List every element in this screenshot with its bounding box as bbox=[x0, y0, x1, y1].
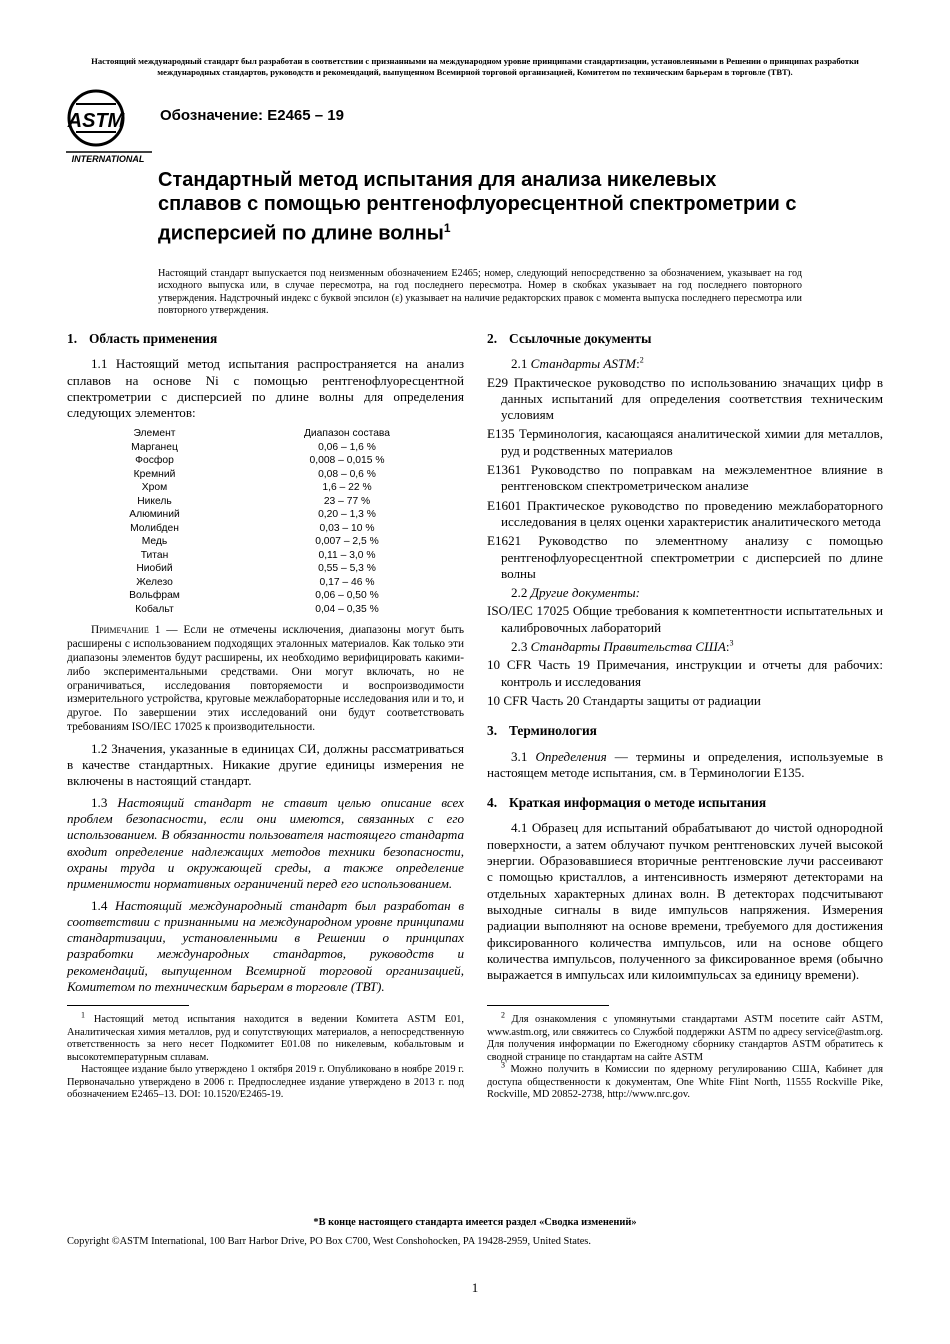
para-1-3-text: Настоящий стандарт не ставит целью описание всех проблем безопасности, если они имеются, связанных с его использованием. В обязанности пользователя настоящего стандарта входит определение надлежащих методов техники безопасности, охраны труда и окружающей среды, а также определение применимости нормативных ограничений перед его использованием. bbox=[67, 794, 464, 892]
para-1-4-text: Настоящий международный стандарт был разработан в соответствии с признанными на международном уровне принципами стандартизации, установленными в Решении о принципах разработки международных стандартов, руководств и рекомендаций, выпущенном Всемирной торговой организацией, Комитетом по техническим барьерам в торговле (ТВТ). bbox=[67, 897, 465, 995]
title-text: Стандартный метод испытания для анализа никелевых сплавов с помощью рентгенофлуоресцентной спектрометрии с дисперсией по длине волны bbox=[158, 169, 797, 245]
para-3-1 bbox=[487, 749, 883, 782]
composition-table bbox=[67, 427, 452, 616]
footnote-3-mark: 3 bbox=[501, 1060, 505, 1070]
copyright: Copyright ©ASTM International, 100 Barr Harbor Drive, PO Box C700, West Conshohocken, PA 19428-2959, United States. bbox=[67, 1236, 591, 1247]
subsection-2-2 bbox=[511, 585, 883, 601]
table-cell-range: 0,008 – 0,015 % bbox=[309, 455, 385, 467]
table-row bbox=[67, 454, 452, 468]
table-cell-element: Фосфор bbox=[135, 455, 174, 467]
table-cell-element: Алюминий bbox=[129, 509, 180, 521]
table-cell-range: 0,17 – 46 % bbox=[319, 576, 375, 588]
table-cell-range: 0,06 – 0,50 % bbox=[315, 590, 379, 602]
subsection-2-2-title: Другие документы: bbox=[530, 585, 641, 601]
footnote-divider bbox=[67, 1005, 189, 1006]
intro-paragraph: Настоящий стандарт выпускается под неизменным обозначением E2465; номер, следующий непосредственно за обозначением, указывает на год исходного выпуска или, в случае пересмотра, на год последнего пересмотра. Номер в скобках указывает на год последнего повторного утверждения. Надстрочный индекс с буквой эпсилон (ε) указывает на наличие редакторских правок с момента выпуска последнего пересмотра или повторного утверждения. bbox=[158, 268, 802, 317]
footnote-2 bbox=[487, 1010, 883, 1064]
table-cell-element: Титан bbox=[140, 549, 169, 561]
table-row bbox=[67, 481, 452, 495]
reference-item: 10 CFR Часть 19 Примечания, инструкции и отчеты для рабочих: контроль и исследования bbox=[487, 657, 883, 689]
reference-item: E1621 Руководство по элементному анализу с помощью рентгенофлуоресцентной спектрометрии с дисперсией по длине волны bbox=[487, 533, 883, 581]
table-cell-range: 0,08 – 0,6 % bbox=[318, 468, 376, 480]
subsection-2-1: 2.1 Стандарты ASTM:$^2$ bbox=[511, 355, 644, 372]
para-1-3-number: 1.3 bbox=[91, 794, 118, 810]
table-cell-element: Кремний bbox=[133, 468, 176, 480]
para-1-3 bbox=[67, 795, 464, 893]
table-cell-range: 0,11 – 3,0 % bbox=[318, 549, 376, 561]
top-notice: Настоящий международный стандарт был разработан в соответствии с признанными на международном уровне принципами стандартизации, установленными в Решении о принципах разработки международных стандартов, руководств и рекомендаций, выпущенном Всемирной торговой организацией, Комитетом по техническим барьерам в торговле (ТВТ). bbox=[91, 56, 859, 77]
section-2-number: 2. bbox=[487, 331, 498, 346]
table-cell-range: 0,04 – 0,35 % bbox=[315, 603, 379, 615]
subsection-2-3-number: 2.3 bbox=[511, 639, 531, 655]
right-column bbox=[487, 331, 883, 1102]
table-header-range: Диапазон состава bbox=[303, 428, 391, 440]
para-4-1: 4.1 Образец для испытаний обрабатывают до чистой однородной поверхности, а затем облучают пучком рентгеновских лучей высокой энергии. Образовавшиеся вторичные рентгеновские лучи рассеивают с помощью кристаллов, а интенсивность измеряют детекторами на отдельных характерных длинах волн. В детекторах подсчитывают выходные сигналы в виде импульсов напряжения. Измерения радиации выполняют на основе времени, требуемого для достижения фиксированного количества импульсов, или на основе общего количества импульсов, полученного за фиксированное время (обычно выражается в импульсах или килоимпульсах за единицу времени). bbox=[487, 820, 883, 983]
reference-item: E29 Практическое руководство по использованию значащих цифр в данных испытаний для определения соответствия техническим условиям bbox=[487, 374, 883, 423]
section-3-heading bbox=[487, 723, 883, 739]
footnote-3-text: Можно получить в Комиссии по ядерному регулированию США, Кабинет для доступа общественности к документам, One White Flint North, 11555 Rockville Pike, Rockville, MD 20852-2738, http://www.nrc.gov. bbox=[487, 1064, 883, 1101]
para-1-1: 1.1 Настоящий метод испытания распространяется на анализ сплавов на основе Ni с помощью рентгенофлуоресцентной спектрометрии с дисперсией по длине волны для определения следующих элементов: bbox=[67, 356, 464, 421]
footnote-1 bbox=[67, 1010, 464, 1064]
left-column bbox=[67, 331, 464, 1102]
subsection-2-1-title: Стандарты ASTM bbox=[530, 356, 637, 372]
section-2-heading bbox=[487, 331, 883, 347]
para-1-2: 1.2 Значения, указанные в единицах СИ, должны рассматриваться в качестве стандартных. Никакие другие единицы измерения не включены в настоящий стандарт. bbox=[67, 740, 464, 789]
table-cell-element: Никель bbox=[137, 495, 172, 507]
para-3-1-term: Определения bbox=[535, 748, 607, 764]
table-cell-element: Хром bbox=[141, 482, 168, 494]
table-row bbox=[67, 441, 452, 455]
reference-item: ISO/IEC 17025 Общие требования к компетентности испытательных и калибровочных лабораторий bbox=[487, 603, 883, 635]
footnote-1-approval: Настоящее издание было утверждено 1 октября 2019 г. Опубликовано в ноябре 2019 г. Первоначально утверждено в 2006 г. Предпоследнее издание утверждено в 2013 г. под обозначением E2465–13. DOI: 10.1520/E2465-19. bbox=[67, 1064, 464, 1101]
table-row bbox=[67, 576, 452, 590]
section-4-number: 4. bbox=[487, 795, 498, 811]
section-2-title: Ссылочные документы bbox=[509, 331, 652, 346]
footnote-3 bbox=[487, 1060, 883, 1102]
table-cell-element: Железо bbox=[136, 576, 173, 588]
section-4-heading bbox=[487, 795, 883, 811]
table-cell-element: Медь bbox=[141, 536, 168, 548]
subsection-2-2-number: 2.2 bbox=[511, 585, 531, 601]
table-row bbox=[67, 589, 452, 603]
section-4-title: Краткая информация о методе испытания bbox=[509, 795, 767, 811]
reference-item: E1361 Руководство по поправкам на межэлементное влияние в рентгеновском спектрометрическом анализе bbox=[487, 462, 883, 494]
table-row bbox=[67, 508, 452, 522]
reference-item: 10 CFR Часть 20 Стандарты защиты от радиации bbox=[487, 692, 761, 708]
footnote-1-mark: 1 bbox=[81, 1010, 85, 1020]
section-1-heading bbox=[67, 331, 464, 347]
table-cell-range: 0,20 – 1,3 % bbox=[318, 509, 376, 521]
designation: Обозначение: E2465 – 19 bbox=[160, 107, 344, 124]
para-1-4 bbox=[67, 898, 464, 996]
table-cell-element: Марганец bbox=[131, 441, 178, 453]
section-1-title: Область применения bbox=[89, 331, 218, 346]
table-row bbox=[67, 495, 452, 509]
subsection-2-3-mark: 3 bbox=[729, 638, 734, 648]
table-cell-range: 23 – 77 % bbox=[323, 495, 371, 507]
section-3-title: Терминология bbox=[509, 723, 597, 739]
para-1-4-number: 1.4 bbox=[91, 897, 116, 913]
section-3-number: 3. bbox=[487, 723, 498, 739]
note-1 bbox=[67, 624, 464, 734]
table-header-row bbox=[67, 427, 452, 441]
table-cell-element: Вольфрам bbox=[129, 590, 180, 602]
table-cell-range: 0,55 – 5,3 % bbox=[318, 563, 376, 575]
para-3-1-number: 3.1 bbox=[511, 748, 536, 764]
note-1-label: Примечание 1 bbox=[91, 624, 161, 637]
table-cell-range: 0,03 – 10 % bbox=[319, 522, 375, 534]
logo-text-top: ASTM bbox=[67, 110, 125, 132]
table-row bbox=[67, 468, 452, 482]
section-1-number: 1. bbox=[67, 331, 78, 346]
footnote-1-text: Настоящий метод испытания находится в ведении Комитета ASTM E01, Аналитическая химия металлов, руд и сопутствующих материалов, а непосредственную ответственность за него несет Подкомитет E01.08 по никелевым, кобальтовым и высокотемпературным сплавам. bbox=[67, 1014, 464, 1063]
reference-item: E1601 Практическое руководство по проведению межлабораторного исследования в целях оценки характеристик аналитического метода bbox=[487, 497, 883, 529]
subsection-2-3-title: Стандарты Правительства США bbox=[530, 639, 726, 655]
table-cell-element: Ниобий bbox=[136, 563, 173, 575]
table-row bbox=[67, 535, 452, 549]
subsection-2-3: 2.3 Стандарты Правительства США:$^3$ bbox=[511, 638, 734, 655]
para-3-1-text: — термины и определения, используемые в настоящем методе испытания, см. в Терминологии E135. bbox=[487, 748, 883, 780]
table-cell-range: 0,06 – 1,6 % bbox=[318, 441, 376, 453]
table-row bbox=[67, 549, 452, 563]
table-cell-element: Молибден bbox=[130, 522, 179, 534]
footnote-2-text: Для ознакомления с упомянутыми стандартами ASTM посетите сайт ASTM, www.astm.org, или свяжитесь со Службой поддержки ASTM по адресу service@astm.org. Для получения информации по Ежегодному сборнику стандартов ASTM обратитесь к сводной странице по стандартам на сайте ASTM bbox=[487, 1014, 883, 1063]
logo-text-bottom: INTERNATIONAL bbox=[71, 154, 145, 164]
title-footnote-mark: 1 bbox=[443, 221, 451, 235]
table-header-element: Элемент bbox=[133, 428, 176, 440]
page-number: 1 bbox=[471, 1280, 479, 1295]
subsection-2-1-number: 2.1 bbox=[511, 356, 531, 372]
table-cell-range: 1,6 – 22 % bbox=[322, 482, 372, 494]
table-cell-range: 0,007 – 2,5 % bbox=[315, 536, 379, 548]
summary-of-changes-note: *В конце настоящего стандарта имеется раздел «Сводка изменений» bbox=[313, 1217, 637, 1228]
astm-logo bbox=[64, 86, 154, 166]
subsection-2-1-mark: 2 bbox=[639, 355, 644, 365]
table-row bbox=[67, 562, 452, 576]
reference-item: E135 Терминология, касающаяся аналитической химии для металлов, руд и родственных материалов bbox=[487, 426, 883, 458]
table-row bbox=[67, 522, 452, 536]
table-row bbox=[67, 603, 452, 617]
footnote-divider bbox=[487, 1005, 609, 1006]
note-1-text: — Если не отмечены исключения, диапазоны могут быть расширены с использованием подходящих эталонных материалов. Как только эти диапазоны элементов будут расширены, их необходимо верифицировать какими-либо экспериментальными средствами. Они могут включать, но не ограничиваться, исследования повторяемости и воспроизводимости измерительного устройства, круговые межлабораторные исследования или и то, и другое. По завершении этих исследований они будут соответствовать требованиям ISO/IEC 17025 к производительности. bbox=[67, 624, 464, 734]
table-cell-element: Кобальт bbox=[135, 603, 174, 615]
page-title bbox=[158, 168, 798, 246]
footnote-2-mark: 2 bbox=[501, 1010, 505, 1020]
